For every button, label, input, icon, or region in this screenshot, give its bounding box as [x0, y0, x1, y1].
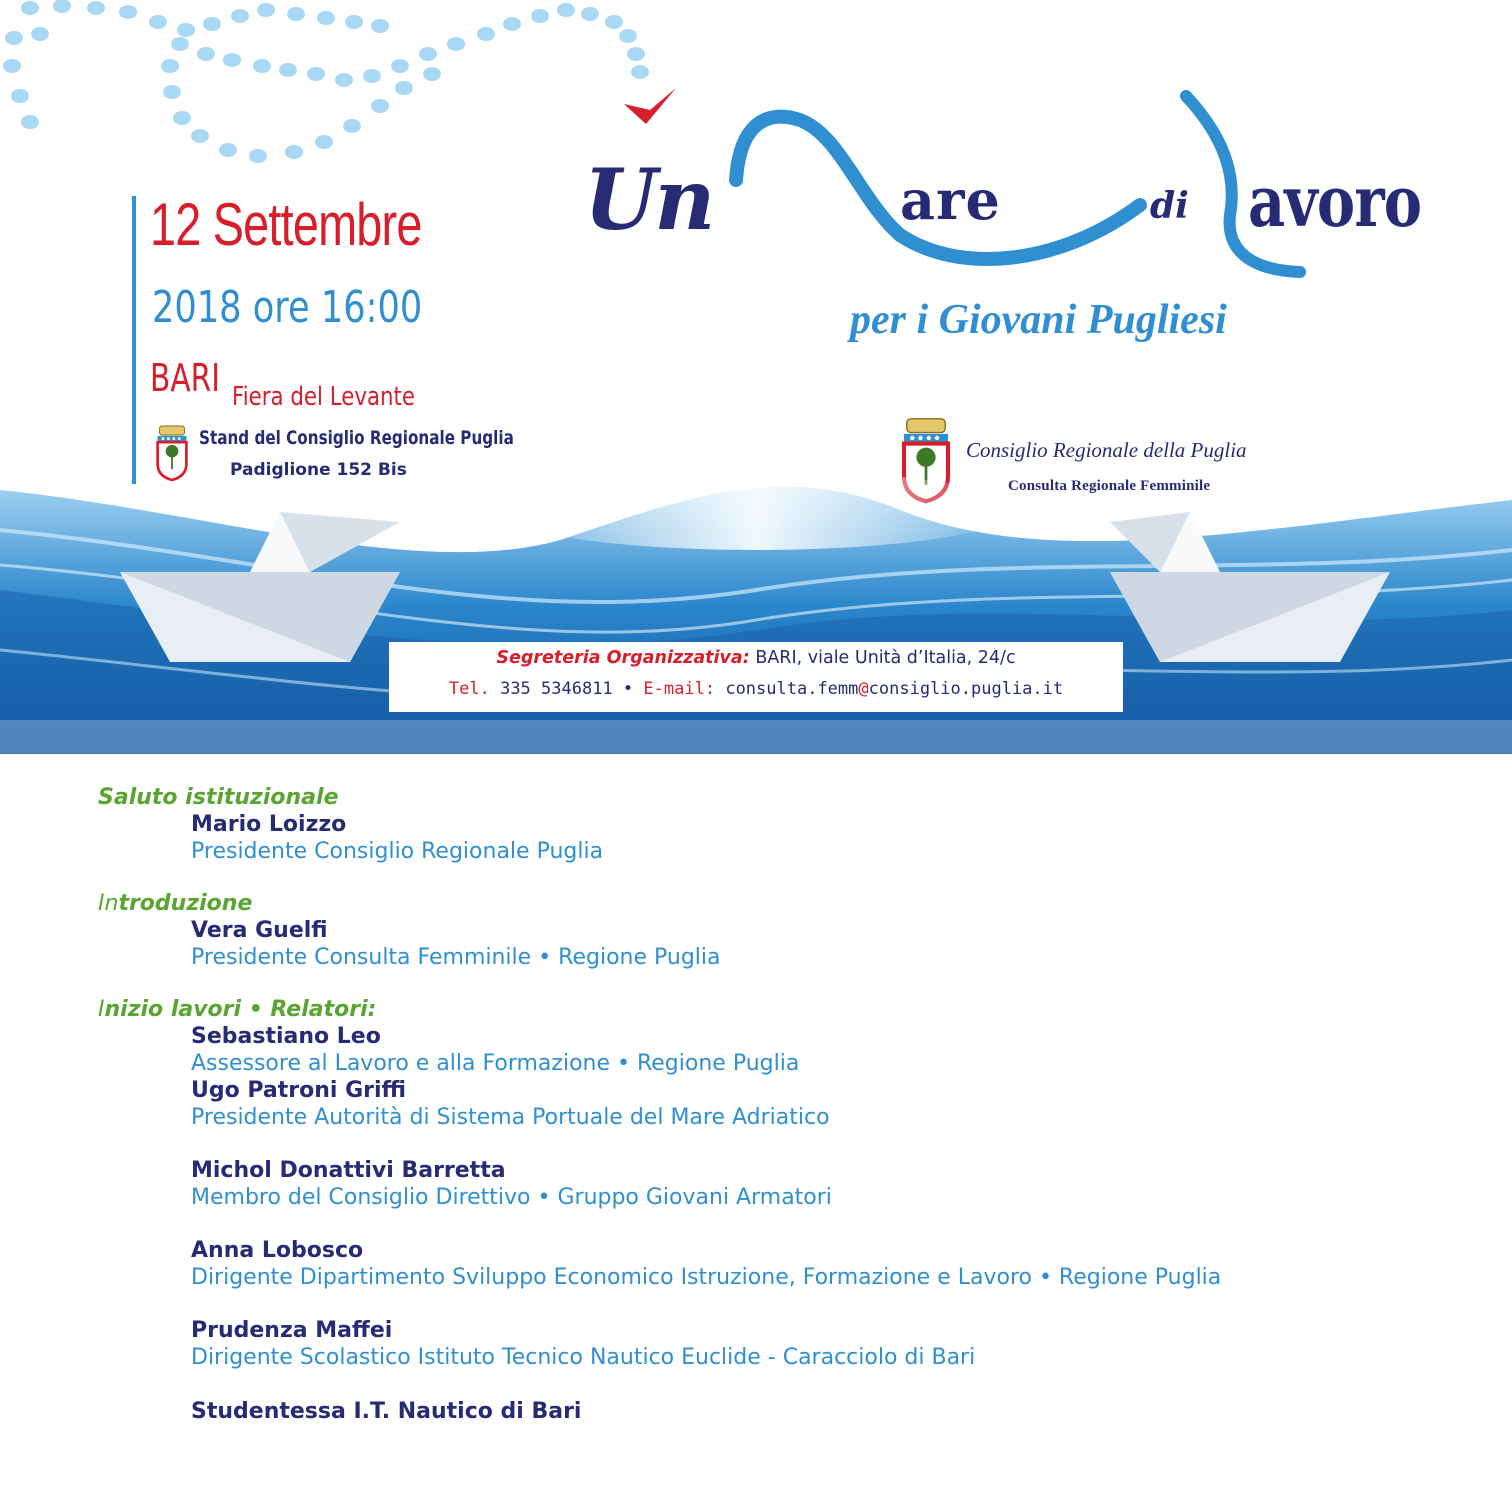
speaker-role: Dirigente Dipartimento Sviluppo Economico Istruzione, Formazione e Lavoro • Regione Puglia [191, 1265, 1222, 1290]
section-introduzione [98, 891, 252, 916]
speaker-name: Studentessa I.T. Nautico di Bari [191, 1399, 582, 1424]
email-domain: consiglio.puglia.it [868, 679, 1064, 699]
bullet: • [622, 679, 634, 699]
event-year-time: 2018 ore 16:00 [152, 282, 423, 333]
speaker-role: Membro del Consiglio Direttivo • Gruppo Giovani Armatori [191, 1185, 832, 1210]
section-lavori-rest: nizio lavori • Relatori: [104, 997, 377, 1022]
speaker-role: Presidente Consulta Femminile • Regione Puglia [191, 945, 721, 970]
speaker-name: Mario Loizzo [191, 812, 347, 837]
speaker-role: Presidente Autorità di Sistema Portuale del Mare Adriatico [191, 1105, 830, 1130]
event-date: 12 Settembre [150, 191, 422, 258]
title-un: Un [584, 150, 713, 249]
email-address[interactable] [725, 679, 1063, 699]
speaker-name: Vera Guelfi [191, 918, 328, 943]
red-check-icon [620, 84, 680, 134]
paper-boat-icon [1110, 512, 1390, 662]
title-avoro: avoro [1248, 160, 1422, 243]
contact-line-2 [389, 679, 1123, 699]
section-lavori [98, 997, 376, 1022]
section-lavori-first: I [98, 997, 105, 1022]
event-city: BARI [150, 356, 220, 400]
speaker-name: Ugo Patroni Griffi [191, 1078, 407, 1103]
title-subtitle: per i Giovani Pugliesi [850, 297, 1227, 343]
speaker-name: Prudenza Maffei [191, 1318, 393, 1343]
secretariat-label: Segreteria Organizzativa: [496, 648, 750, 668]
secretariat-address: BARI, viale Unità d’Italia, 24/c [755, 648, 1016, 668]
organizer-sub: Consulta Regionale Femminile [1008, 478, 1211, 494]
email-label: E-mail: [643, 679, 716, 699]
contact-box [389, 642, 1123, 712]
tel-label: Tel. [448, 679, 490, 699]
title-are: are [900, 168, 1001, 232]
email-at: @ [858, 679, 869, 699]
title-wave-swoosh [0, 0, 1512, 300]
email-user: consulta.femm [725, 679, 859, 699]
section-saluto: Saluto istituzionale [98, 785, 339, 810]
speaker-name: Anna Lobosco [191, 1238, 364, 1263]
section-intro-first: In [98, 891, 119, 916]
speaker-name: Sebastiano Leo [191, 1024, 381, 1049]
title-di: di [1150, 185, 1189, 227]
stand-label: Stand del Consiglio Regionale Puglia [199, 427, 514, 449]
speaker-name: Michol Donattivi Barretta [191, 1158, 506, 1183]
paper-boat-icon [120, 512, 400, 662]
speaker-role: Assessore al Lavoro e alla Formazione • Regione Puglia [191, 1051, 800, 1076]
section-intro-rest: troduzione [118, 891, 253, 916]
organizer-name: Consiglio Regionale della Puglia [966, 438, 1247, 462]
pavilion-label: Padiglione 152 Bis [230, 460, 407, 480]
contact-line-1 [389, 648, 1123, 668]
event-venue: Fiera del Levante [232, 382, 416, 412]
tel-number[interactable]: 335 5346811 [500, 679, 613, 699]
speaker-role: Dirigente Scolastico Istituto Tecnico Nautico Euclide - Caracciolo di Bari [191, 1345, 976, 1370]
speaker-role: Presidente Consiglio Regionale Puglia [191, 839, 604, 864]
